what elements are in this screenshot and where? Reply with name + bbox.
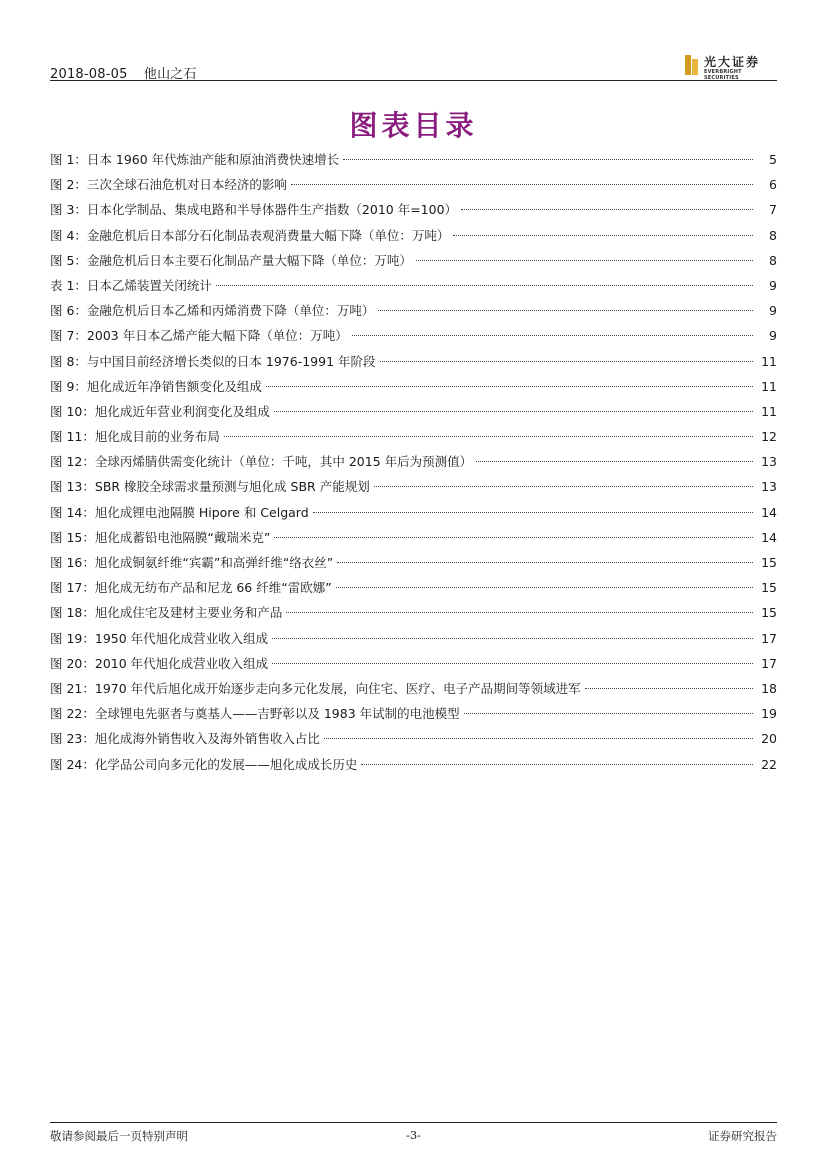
toc-dot-leader — [453, 235, 753, 236]
toc-dot-leader — [416, 260, 753, 261]
toc-dot-leader — [286, 612, 753, 613]
toc-dot-leader — [272, 638, 753, 639]
footer-disclaimer: 敬请参阅最后一页特别声明 — [50, 1129, 188, 1143]
toc-entry[interactable] — [50, 575, 777, 600]
toc-dot-leader — [324, 738, 753, 739]
toc-dot-leader — [291, 184, 753, 185]
toc-entry-page: 15 — [761, 580, 777, 596]
toc-entry-label: 图 17：旭化成无纺布产品和尼龙 66 纤维“雷欧娜” — [50, 580, 332, 596]
toc-entry[interactable] — [50, 273, 777, 298]
toc-entry[interactable] — [50, 676, 777, 701]
toc-dot-leader — [216, 285, 753, 286]
toc-dot-leader — [378, 310, 753, 311]
toc-entry-page: 8 — [769, 252, 777, 268]
toc-entry[interactable] — [50, 525, 777, 550]
toc-entry-label: 图 2：三次全球石油危机对日本经济的影响 — [50, 177, 287, 193]
toc-entry[interactable] — [50, 223, 777, 248]
toc-entry-page: 8 — [769, 227, 777, 243]
toc-entry-page: 12 — [761, 429, 777, 445]
toc-dot-leader — [352, 335, 753, 336]
toc-entry-page: 13 — [761, 479, 777, 495]
toc-entry-label: 图 10：旭化成近年营业利润变化及组成 — [50, 403, 270, 419]
toc-entry-label: 图 24：化学品公司向多元化的发展——旭化成成长历史 — [50, 756, 358, 772]
toc-entry-label: 图 15：旭化成蓄铅电池隔膜“戴瑞米克” — [50, 529, 271, 545]
page-number: -3- — [405, 1128, 422, 1142]
toc-entry-label: 图 11：旭化成目前的业务布局 — [50, 429, 220, 445]
report-series: 他山之石 — [143, 67, 197, 82]
toc-entry[interactable] — [50, 500, 777, 525]
toc-entry-page: 9 — [769, 277, 777, 293]
toc-entry-page: 9 — [769, 328, 777, 344]
toc-dot-leader — [313, 512, 753, 513]
toc-entry-page: 13 — [761, 454, 777, 470]
toc-entry[interactable] — [50, 726, 777, 751]
toc-entry-page: 17 — [761, 630, 777, 646]
toc-entry[interactable] — [50, 197, 777, 222]
logo-name-en: EVERBRIGHT SECURITIES — [704, 69, 742, 81]
toc-entry[interactable] — [50, 147, 777, 172]
toc-entry-page: 20 — [761, 731, 777, 747]
toc-entry-page: 11 — [761, 403, 777, 419]
toc-entry-label: 图 8：与中国目前经济增长类似的日本 1976-1991 年阶段 — [50, 353, 376, 369]
toc-entry-page: 17 — [761, 655, 777, 671]
toc-entry-page: 18 — [761, 680, 777, 696]
report-type: 证券研究报告 — [708, 1129, 777, 1143]
toc-entry[interactable] — [50, 323, 777, 348]
toc-entry[interactable] — [50, 449, 777, 474]
toc-dot-leader — [266, 386, 753, 387]
toc-entry-page: 5 — [769, 152, 777, 167]
logo-mark-icon — [685, 55, 699, 75]
toc-entry-label: 图 5：金融危机后日本主要石化制品产量大幅下降（单位：万吨） — [50, 252, 412, 268]
toc-dot-leader — [224, 436, 753, 437]
table-of-figures — [50, 147, 777, 777]
toc-entry-label: 图 16：旭化成铜氨纤维“宾霸”和高弹纤维“络衣丝” — [50, 555, 334, 570]
toc-dot-leader — [274, 411, 753, 412]
toc-entry[interactable] — [50, 349, 777, 374]
toc-entry-label: 图 4：金融危机后日本部分石化制品表观消费量大幅下降（单位：万吨） — [50, 227, 450, 243]
toc-dot-leader — [374, 486, 753, 487]
toc-entry-page: 11 — [761, 378, 777, 394]
toc-entry-label: 图 20：2010 年代旭化成营业收入组成 — [50, 655, 269, 671]
toc-entry-label: 图 13：SBR 橡胶全球需求量预测与旭化成 SBR 产能规划 — [50, 479, 370, 495]
footer-divider — [50, 1122, 777, 1123]
toc-dot-leader — [361, 764, 753, 765]
brand-logo — [685, 53, 777, 81]
toc-dot-leader — [585, 688, 753, 689]
header-divider — [50, 80, 777, 81]
toc-entry-label: 图 22：全球锂电先驱者与奠基人——吉野彰以及 1983 年试制的电池模型 — [50, 706, 460, 722]
toc-entry-label: 图 7：2003 年日本乙烯产能大幅下降（单位：万吨） — [50, 328, 348, 344]
report-date: 2018-08-05 — [50, 67, 128, 82]
toc-entry[interactable] — [50, 374, 777, 399]
page-title: 图表目录 — [349, 109, 478, 142]
toc-entry[interactable] — [50, 399, 777, 424]
toc-entry-page: 14 — [761, 504, 777, 520]
page-header — [50, 55, 777, 82]
toc-dot-leader — [337, 562, 753, 563]
logo-name-cn: 光大证券 — [704, 55, 761, 69]
toc-entry-page: 19 — [761, 706, 777, 722]
toc-entry[interactable] — [50, 626, 777, 651]
toc-entry[interactable] — [50, 248, 777, 273]
toc-entry-page: 14 — [761, 529, 777, 545]
toc-dot-leader — [274, 537, 753, 538]
toc-dot-leader — [380, 361, 753, 362]
toc-dot-leader — [336, 587, 753, 588]
toc-entry-page: 11 — [761, 353, 777, 369]
toc-entry-page: 15 — [761, 605, 777, 621]
toc-entry[interactable] — [50, 752, 777, 777]
toc-entry-label: 图 19：1950 年代旭化成营业收入组成 — [50, 630, 269, 646]
toc-dot-leader — [343, 159, 753, 160]
toc-entry-page: 22 — [761, 756, 777, 772]
toc-entry-label: 图 1：日本 1960 年代炼油产能和原油消费快速增长 — [50, 152, 340, 167]
toc-entry-label: 图 12：全球丙烯腈供需变化统计（单位：千吨，其中 2015 年后为预测值） — [50, 454, 473, 470]
toc-dot-leader — [272, 663, 753, 664]
toc-dot-leader — [461, 209, 753, 210]
toc-entry-label: 图 18：旭化成住宅及建材主要业务和产品 — [50, 605, 283, 621]
toc-entry[interactable] — [50, 701, 777, 726]
toc-entry[interactable] — [50, 550, 777, 575]
toc-entry[interactable] — [50, 651, 777, 676]
toc-entry[interactable] — [50, 600, 777, 625]
toc-entry-label: 图 21：1970 年代后旭化成开始逐步走向多元化发展，向住宅、医疗、电子产品期间等领域进军 — [50, 680, 581, 696]
toc-entry-label: 图 23：旭化成海外销售收入及海外销售收入占比 — [50, 731, 320, 747]
toc-entry-page: 6 — [769, 177, 777, 193]
toc-dot-leader — [464, 713, 753, 714]
toc-entry-page: 9 — [769, 303, 777, 319]
toc-entry[interactable] — [50, 298, 777, 323]
toc-entry[interactable] — [50, 172, 777, 197]
toc-entry-label: 图 3：日本化学制品、集成电路和半导体器件生产指数（2010 年=100） — [50, 202, 458, 218]
toc-entry-label: 图 14：旭化成锂电池隔膜 Hipore 和 Celgard — [50, 504, 309, 520]
toc-entry-label: 表 1：日本乙烯装置关闭统计 — [50, 277, 212, 293]
toc-entry-label: 图 9：旭化成近年净销售额变化及组成 — [50, 378, 262, 394]
toc-entry-label: 图 6：金融危机后日本乙烯和丙烯消费下降（单位：万吨） — [50, 303, 375, 319]
toc-entry-page: 15 — [761, 555, 777, 570]
toc-entry[interactable] — [50, 424, 777, 449]
toc-entry-page: 7 — [769, 202, 777, 218]
toc-entry[interactable] — [50, 474, 777, 499]
toc-dot-leader — [476, 461, 753, 462]
